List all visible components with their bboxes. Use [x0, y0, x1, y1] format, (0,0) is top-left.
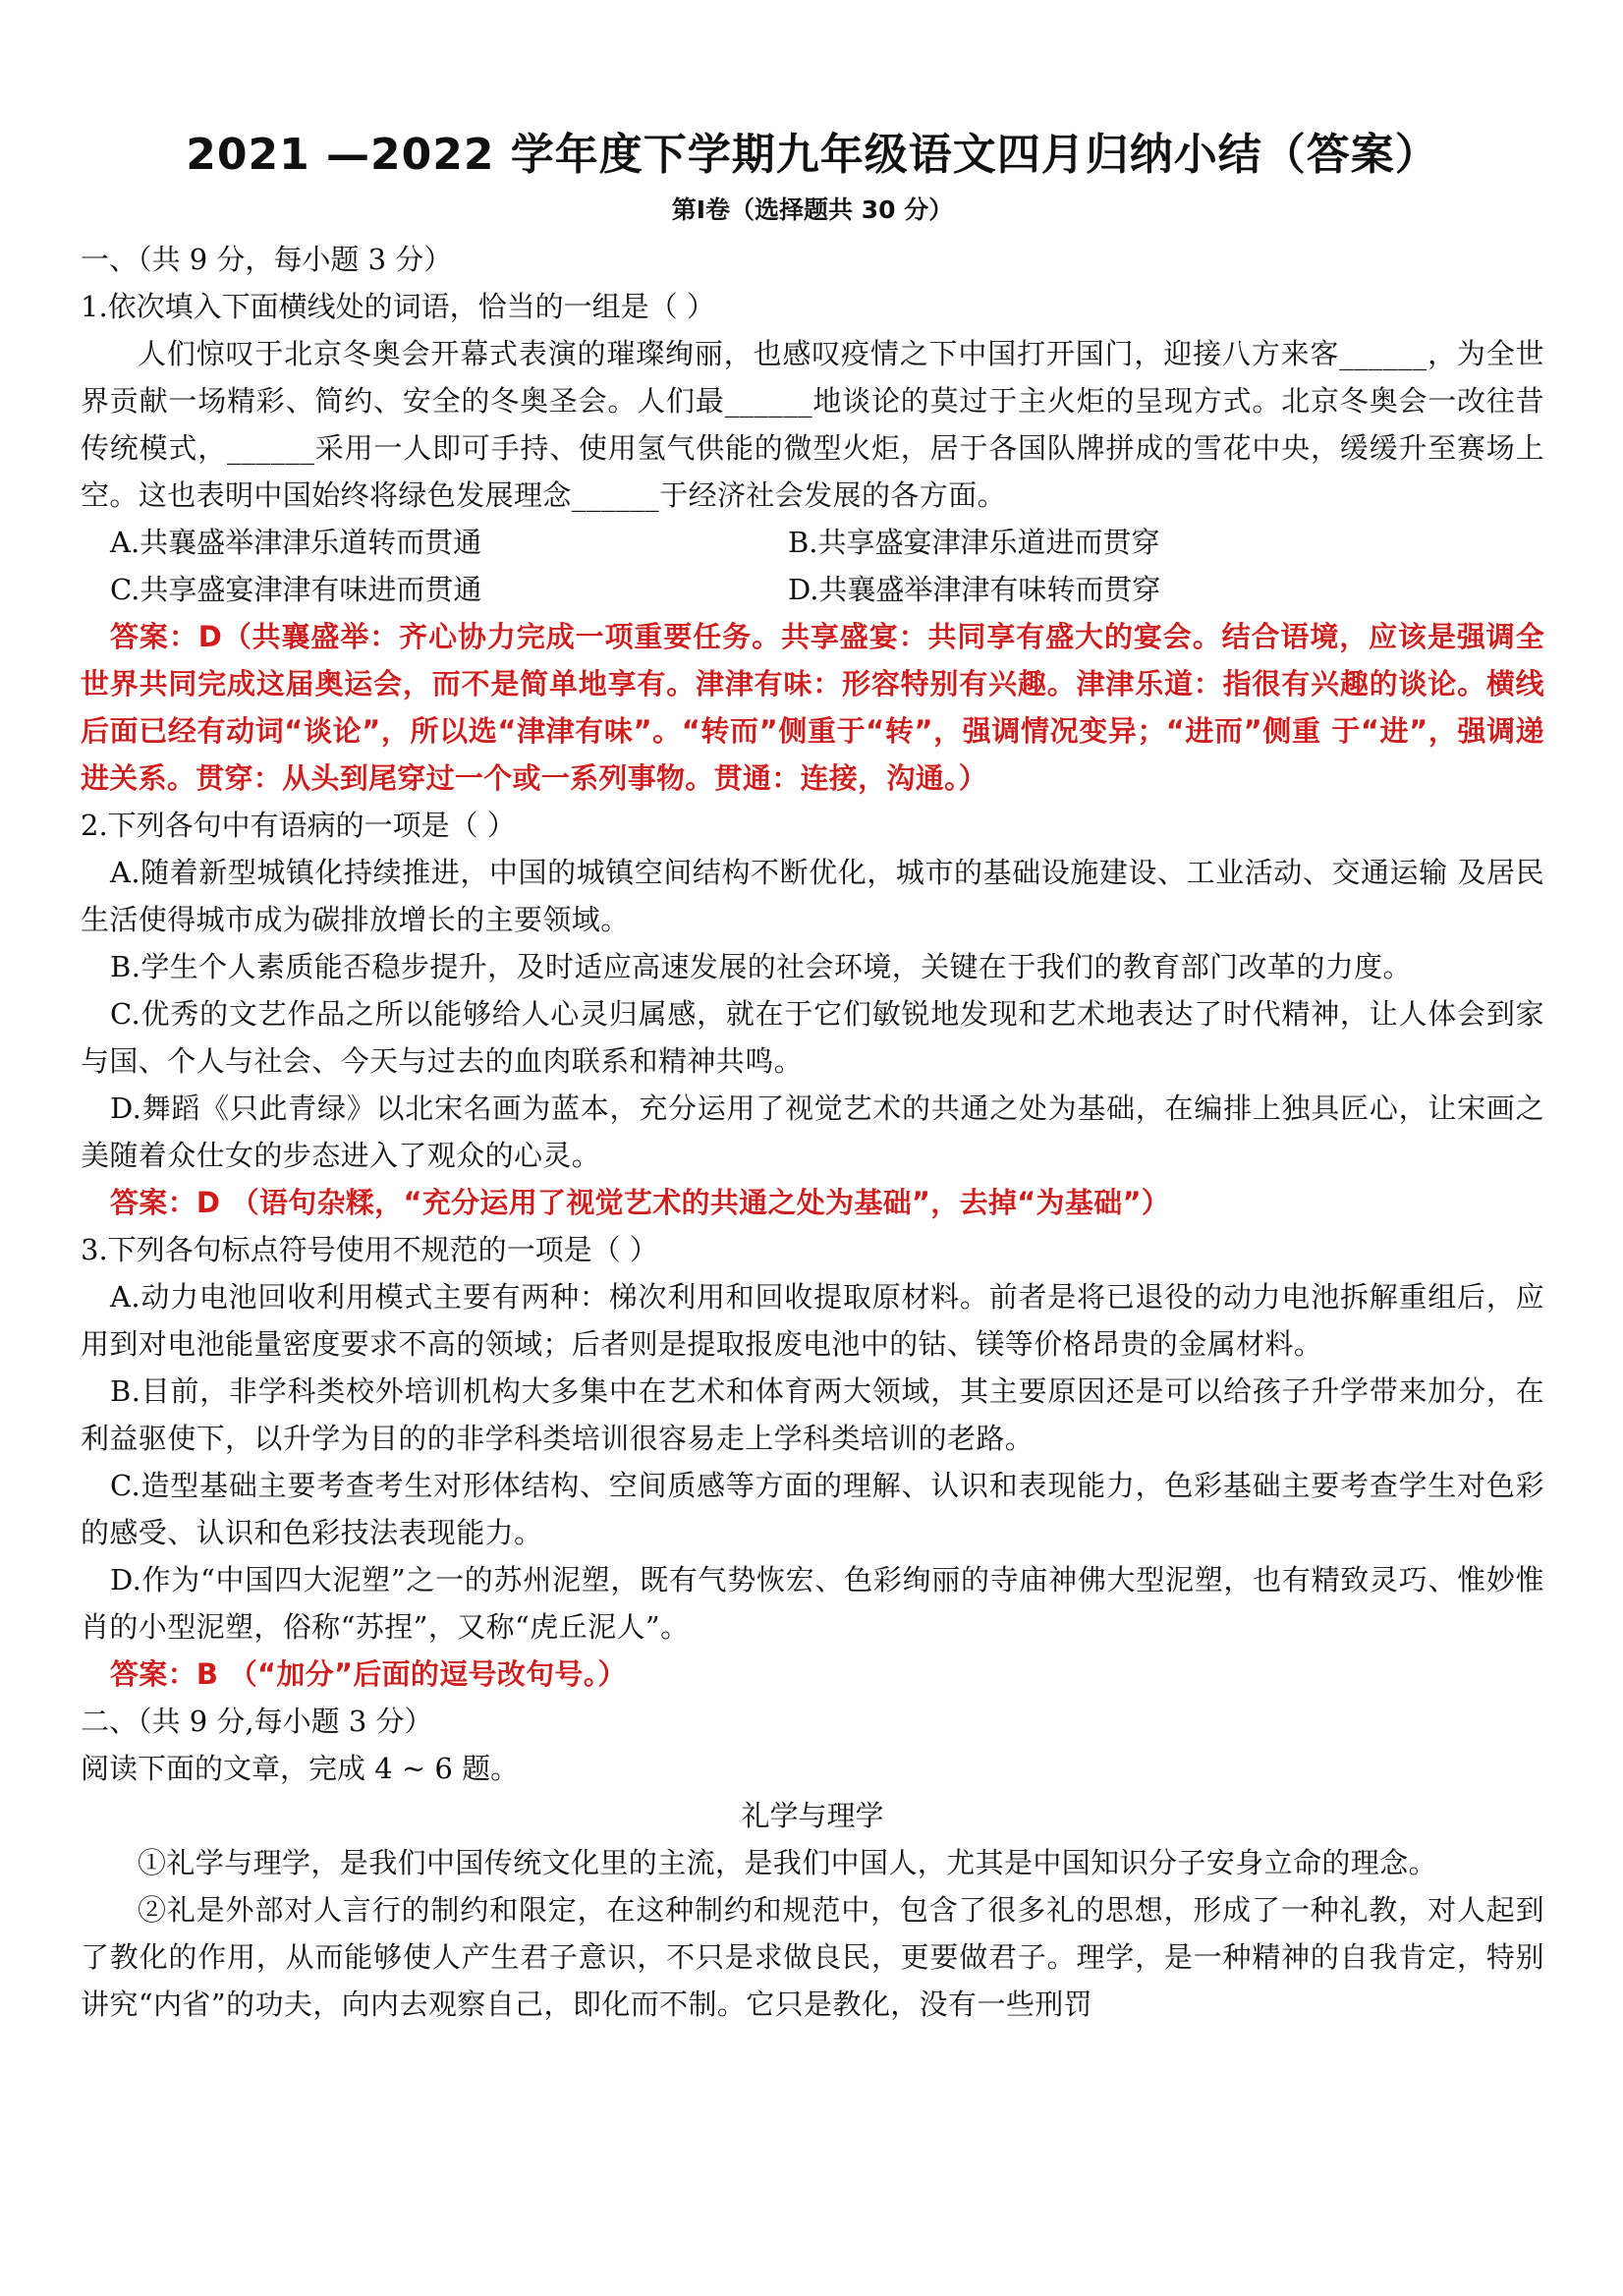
question-1-option-c: C.共享盛宴津津有味进而贯通 [110, 573, 482, 606]
question-1-option-a: A.共襄盛举津津乐道转而贯通 [110, 526, 482, 559]
question-2-stem: 2.下列各句中有语病的一项是（ ） [81, 809, 516, 842]
question-1-options-row-1 [81, 519, 1544, 566]
question-2 [81, 802, 1544, 1226]
question-1-options-row-2 [81, 566, 1544, 613]
article-paragraph-2: ②礼是外部对人言行的制约和限定，在这种制约和规范中，包含了很多礼的思想，形成了一种礼教，对人起到了教化的作用，从而能够使人产生君子意识，不只是求做良民，更要做君子。理学，是一种精神的自我肯定，特别讲究“内省”的功夫，向内去观察自己，即化而不制。它只是教化，没有一些刑罚 [81, 1893, 1544, 2021]
question-3-stem: 3.下列各句标点符号使用不规范的一项是（ ） [81, 1233, 658, 1266]
question-2-option-a: A.随着新型城镇化持续推进，中国的城镇空间结构不断优化，城市的基础设施建设、工业活动、交通运输 及居民生活使得城市成为碳排放增长的主要领域。 [81, 856, 1544, 936]
section-2-instruction: 阅读下面的文章，完成 4 ~ 6 题。 [81, 1752, 520, 1785]
question-2-option-c: C.优秀的文艺作品之所以能够给人心灵归属感，就在于它们敏锐地发现和艺术地表达了时代精神，让人体会到家与国、个人与社会、今天与过去的血肉联系和精神共鸣。 [81, 997, 1544, 1078]
question-3-answer: 答案：B （“加分”后面的逗号改句号。） [110, 1657, 627, 1691]
question-1-passage: 人们惊叹于北京冬奥会开幕式表演的璀璨绚丽，也感叹疫情之下中国打开国门，迎接八方来客______，为全世 界贡献一场精彩、简约、安全的冬奥圣会。人们最______地谈论的莫过于主火炬的呈现方式。北京冬奥会一改往昔传统模式，______采用一人即可手持、使用氢气供能的微型火炬，居于各国队牌拼成的雪花中央，缓缓升至赛场上空。这也表明中国始终将绿色发展理念______于经济社会发展的各方面。 [81, 337, 1544, 512]
question-2-option-d: D.舞蹈《只此青绿》以北宋名画为蓝本，充分运用了视觉艺术的共通之处为基础，在编排上独具匠心，让宋画之美随着众仕女的步态进入了观众的心灵。 [81, 1092, 1544, 1172]
article-paragraph-1: ①礼学与理学，是我们中国传统文化里的主流，是我们中国人，尤其是中国知识分子安身立命的理念。 [138, 1846, 1438, 1879]
section-1-heading: 一、（共 9 分，每小题 3 分） [81, 243, 453, 276]
question-2-option-b: B.学生个人素质能否稳步提升，及时适应高速发展的社会环境，关键在于我们的教育部门改革的力度。 [110, 950, 1412, 983]
question-1-option-b: B.共享盛宴津津乐道进而贯穿 [788, 526, 1160, 559]
question-1-answer: 答案：D（共襄盛举：齐心协力完成一项重要任务。共享盛宴：共同享有盛大的宴会。结合语境，应该是强调全世界共同完成这届奥运会，而不是简单地享有。津津有味：形容特别有兴趣。津津乐道：指很有兴趣的谈论。横线后面已经有动词“谈论”，所以选“津津有味”。“转而”侧重于“转”，强调情况变异；“进而”侧重 于“进”，强调递进关系。贯穿：从头到尾穿过一个或一系列事物。贯通：连接，沟通。） [81, 620, 1544, 795]
question-3-option-a: A.动力电池回收利用模式主要有两种：梯次利用和回收提取原材料。前者是将已退役的动力电池拆解重组后，应用到对电池能量密度要求不高的领域；后者则是提取报废电池中的钴、镁等价格昂贵的金属材料。 [81, 1280, 1544, 1361]
section-2-heading: 二、（共 9 分,每小题 3 分） [81, 1705, 433, 1738]
question-1 [81, 283, 1544, 802]
question-3-option-b: B.目前，非学科类校外培训机构大多集中在艺术和体育两大领域，其主要原因还是可以给孩子升学带来加分，在利益驱使下，以升学为目的的非学科类培训很容易走上学科类培训的老路。 [81, 1374, 1544, 1455]
section-2 [81, 1698, 1544, 2028]
section-1 [81, 236, 1544, 1698]
page-subtitle: 第Ⅰ卷（选择题共 30 分） [671, 196, 954, 224]
question-3-option-d: D.作为“中国四大泥塑”之一的苏州泥塑，既有气势恢宏、色彩绚丽的寺庙神佛大型泥塑，也有精致灵巧、惟妙惟肖的小型泥塑，俗称“苏捏”，又称“虎丘泥人”。 [81, 1563, 1544, 1644]
question-1-option-d: D.共襄盛举津津有味转而贯穿 [788, 573, 1161, 606]
page-title: 2021 —2022 学年度下学期九年级语文四月归纳小结（答案） [186, 130, 1439, 180]
question-2-answer: 答案：D （语句杂糅，“充分运用了视觉艺术的共通之处为基础”，去掉“为基础”） [110, 1186, 1171, 1219]
question-1-stem: 1.依次填入下面横线处的词语，恰当的一组是（ ） [81, 290, 715, 323]
question-3 [81, 1226, 1544, 1698]
article-title: 礼学与理学 [741, 1799, 884, 1832]
question-3-option-c: C.造型基础主要考查考生对形体结构、空间质感等方面的理解、认识和表现能力，色彩基础主要考查学生对色彩的感受、认识和色彩技法表现能力。 [81, 1469, 1544, 1549]
